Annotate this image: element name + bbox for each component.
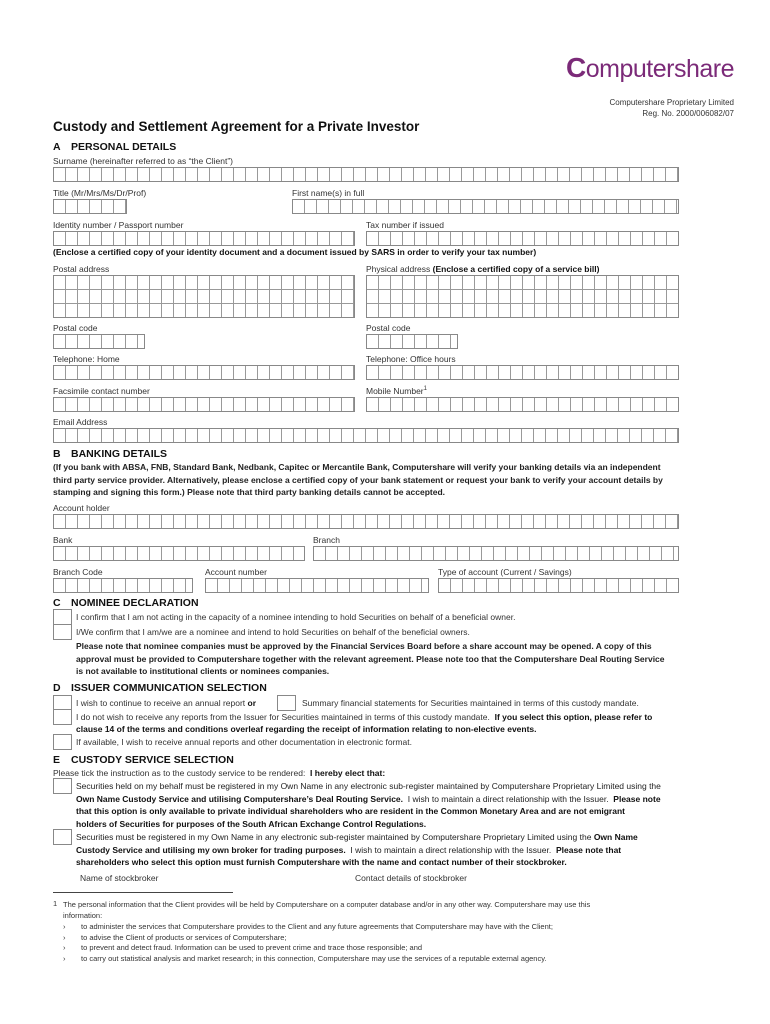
branch-field[interactable] — [313, 546, 679, 561]
account-holder-field[interactable] — [53, 514, 679, 529]
postal-address-field[interactable] — [53, 275, 355, 318]
postal-address-label: Postal address — [53, 264, 110, 274]
summary-statements-label: Summary financial statements for Securities maintained in terms of this custody mandate. — [302, 698, 639, 708]
nominee-not-checkbox[interactable] — [53, 609, 72, 625]
section-a-heading: A PERSONAL DETAILS — [53, 141, 177, 153]
no-reports-checkbox[interactable] — [53, 709, 72, 725]
fax-label: Facsimile contact number — [53, 386, 150, 396]
logo-swirl-icon: C — [566, 52, 586, 83]
banking-note: (If you bank with ABSA, FNB, Standard Bank, Nedbank, Capitec or Mercantile Bank, Computershare will verify your banking details via an independent third party service provider. Alternatively, please enclose a certified copy of your bank statement or request your bank to verify your account details by stamping and signing this form.) Please note that third party banking details cannot be accepted. — [53, 462, 663, 497]
bank-label: Bank — [53, 535, 73, 545]
account-number-label: Account number — [205, 567, 267, 577]
custody-intro: Please tick the instruction as to the custody service to be rendered: I hereby elect that: — [53, 768, 386, 778]
document-title: Custody and Settlement Agreement for a Private Investor — [53, 119, 420, 134]
company-reg: Reg. No. 2000/006082/07 — [642, 109, 734, 118]
section-d-heading: D ISSUER COMMUNICATION SELECTION — [53, 682, 267, 694]
email-field[interactable] — [53, 428, 679, 443]
surname-label: Surname (hereinafter referred to as “the Client”) — [53, 156, 233, 166]
stockbroker-name-label: Name of stockbroker — [80, 873, 159, 883]
tax-field[interactable] — [366, 231, 679, 246]
title-field[interactable] — [53, 199, 127, 214]
footnote-text: The personal information that the Client provides will be held by Computershare on a computer database and/or in any other way. Computershare may use this information: — [63, 900, 591, 920]
account-type-field[interactable] — [438, 578, 679, 593]
account-number-field[interactable] — [205, 578, 429, 593]
title-label: Title (Mr/Mrs/Ms/Dr/Prof) — [53, 188, 147, 198]
physical-postal-code-field[interactable] — [366, 334, 458, 349]
electronic-format-label: If available, I wish to receive annual reports and other documentation in electronic format. — [76, 737, 412, 747]
tel-office-label: Telephone: Office hours — [366, 354, 456, 364]
nominee-yes-label: I/We confirm that I am/we are a nominee and intend to hold Securities on behalf of the beneficial owners. — [76, 627, 470, 637]
footnote-bullet-item: › to prevent and detect fraud. Information can be used to prevent crime and trace those responsible; and — [63, 943, 423, 952]
mobile-field[interactable] — [366, 397, 679, 412]
nominee-yes-checkbox[interactable] — [53, 624, 72, 640]
bank-field[interactable] — [53, 546, 305, 561]
nominee-note: Please note that nominee companies must be approved by the Financial Services Board before a share account may be opened. A copy of this approval must be provided to Computershare together with the relevant agreement. Please note too that the Computershare Deal Routing Service is not available to institutional clients or nominees companies. — [76, 641, 665, 676]
surname-field[interactable] — [53, 167, 679, 182]
footnote-number: 1 — [53, 899, 58, 908]
first-names-field[interactable] — [292, 199, 679, 214]
tax-label: Tax number if issued — [366, 220, 444, 230]
mobile-label: Mobile Number$^1$ — [366, 386, 427, 396]
bullet-icon: › — [63, 953, 66, 963]
physical-postal-code-label: Postal code — [366, 323, 411, 333]
postal-code-field[interactable] — [53, 334, 145, 349]
footnote-bullet-item: › to carry out statistical analysis and market research; in this connection, Computershare may use the services of a reputable external agency. — [63, 953, 547, 963]
footnote-bullet-item: › to advise the Client of products or services of Computershare; — [63, 932, 287, 942]
email-label: Email Address — [53, 417, 108, 427]
branch-label: Branch — [313, 535, 340, 545]
postal-code-label: Postal code — [53, 323, 98, 333]
identity-enclose-note: (Enclose a certified copy of your identity document and a document issued by SARS in order to verify your tax number) — [53, 247, 537, 257]
company-name: Computershare Proprietary Limited — [609, 98, 734, 107]
no-reports-clause: clause 14 of the terms and conditions overleaf regarding the receipt of information relating to non-elective events. — [76, 724, 537, 734]
bullet-icon: › — [63, 922, 66, 931]
section-e-heading: E CUSTODY SERVICE SELECTION — [53, 754, 234, 766]
section-b-heading: B BANKING DETAILS — [53, 448, 168, 460]
nominee-not-label: I confirm that I am not acting in the capacity of a nominee intending to hold Securities on behalf of a beneficial owner. — [76, 612, 516, 622]
bullet-icon: › — [63, 932, 66, 942]
bullet-icon: › — [63, 943, 66, 952]
identity-field[interactable] — [53, 231, 355, 246]
physical-address-field[interactable] — [366, 275, 679, 318]
branch-code-label: Branch Code — [53, 567, 103, 577]
own-name-deal-routing-text: Securities held on my behalf must be registered in my Own Name in any electronic sub-register maintained by Computershare Proprietary Limited using the Own Name Custody Service and utilising Computershare’s Deal Routing Service. I wish to maintain a direct relationship with the Issuer. Please note that this option is only available to private individual shareholders who are resident in the Common Monetary Area and are not emigrant holders of Securities for purposes of the South African Exchange Control Regulations. — [76, 781, 661, 829]
fax-field[interactable] — [53, 397, 355, 412]
tel-home-field[interactable] — [53, 365, 355, 380]
first-names-label: First name(s) in full — [292, 188, 365, 198]
tel-office-field[interactable] — [366, 365, 679, 380]
own-name-deal-routing-checkbox[interactable] — [53, 778, 72, 794]
account-holder-label: Account holder — [53, 503, 110, 513]
summary-statements-checkbox[interactable] — [277, 695, 296, 711]
account-type-label: Type of account (Current / Savings) — [438, 567, 572, 577]
section-c-heading: C NOMINEE DECLARATION — [53, 597, 199, 609]
no-reports-label: I do not wish to receive any reports from the Issuer for Securities maintained in terms of this custody mandate. If you select this option, please refer to — [76, 712, 653, 722]
tel-home-label: Telephone: Home — [53, 354, 120, 364]
annual-report-label: I wish to continue to receive an annual report or — [76, 698, 257, 708]
own-broker-checkbox[interactable] — [53, 829, 72, 845]
own-broker-text: Securities must be registered in my Own Name in any electronic sub-register maintained by Computershare Proprietary Limited using the Own Name Custody Service and utilising my own broker for trading purposes. I wish to maintain a direct relationship with the Issuer. Please note that shareholders who select this option must furnish Computershare with the name and contact number of their stockbroker. — [76, 832, 638, 867]
computershare-logo: Computershare — [566, 52, 734, 83]
company-info — [610, 97, 735, 119]
footnote-bullet-list — [63, 922, 553, 964]
electronic-format-checkbox[interactable] — [53, 734, 72, 750]
stockbroker-contact-label: Contact details of stockbroker — [355, 873, 467, 883]
footnote-bullet-item: › to administer the services that Computershare provides to the Client and any future agreements that Computershare may have with the Client; — [63, 922, 553, 931]
physical-address-label: Physical address (Enclose a certified copy of a service bill) — [366, 264, 600, 274]
footnote-divider — [53, 892, 233, 893]
identity-label: Identity number / Passport number — [53, 220, 184, 230]
branch-code-field[interactable] — [53, 578, 193, 593]
